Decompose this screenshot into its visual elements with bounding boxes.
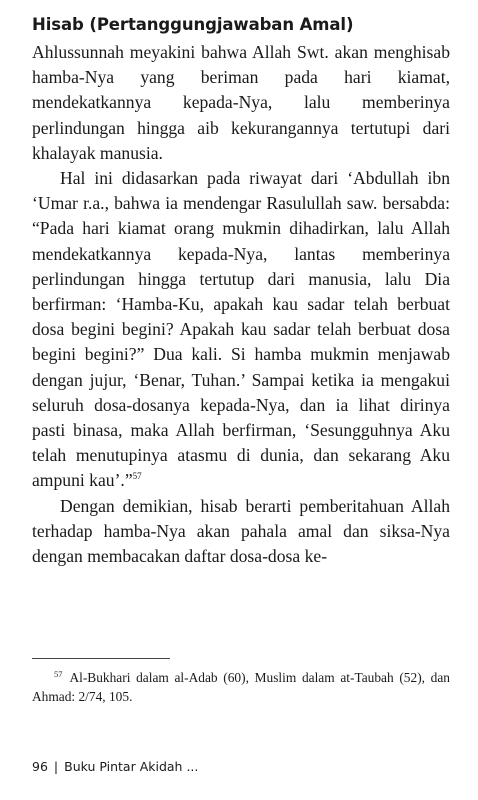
page-footer: [32, 759, 198, 775]
book-title: Buku Pintar Akidah ...: [64, 759, 199, 774]
page-number: 96: [32, 759, 48, 774]
footnote: [32, 668, 450, 706]
body-text: [32, 40, 450, 569]
footnote-text: Al-Bukhari dalam al-Adab (60), Muslim dalam at-Taubah (52), dan Ahmad: 2/74, 105.: [32, 670, 450, 704]
footnote-divider: [32, 658, 170, 659]
footnote-reference[interactable]: 57: [132, 471, 142, 482]
page-content: [32, 14, 450, 569]
section-heading: Hisab (Pertanggungjawaban Amal): [32, 15, 354, 34]
paragraph-3: Dengan demikian, hisab berarti pemberitahuan Allah terhadap hamba-Nya akan pahala amal dan siksa-Nya dengan membacakan daftar dosa-dosa ke-: [32, 495, 450, 567]
footnote-number: 57: [54, 669, 63, 679]
paragraph-2: [32, 166, 450, 494]
paragraph-1: Ahlussunnah meyakini bahwa Allah Swt. akan menghisab hamba-Nya yang beriman pada hari kiamat, mendekatkannya kepada-Nya, lalu memberinya perlindungan hingga aib kekurangannya tertutupi dari khalayak manusia.: [32, 42, 450, 163]
paragraph-2-text: Hal ini didasarkan pada riwayat dari ‘Abdullah ibn ‘Umar r.a., bahwa ia mendengar Rasulullah saw. bersabda: “Pada hari kiamat orang mukmin dihadirkan, lalu Allah mendekatkannya kepada-Nya, lantas memberinya perlindungan hingga tertutup dari manusia, lalu Dia berfirman: ‘Hamba-Ku, apakah kau sadar telah berbuat dosa begini begini? Apakah kau sadar telah berbuat dosa begini begini?” Dua kali. Si hamba mukmin menjawab dengan jujur, ‘Benar, Tuhan.’ Sampai ketika ia mengakui seluruh dosa-dosanya kepada-Nya, dan ia lihat dirinya pasti binasa, maka Allah berfirman, ‘Sesungguhnya Aku telah menutupinya atasmu di dunia, dan sekarang Aku ampuni kau’.”: [32, 168, 450, 491]
footer-separator: |: [53, 759, 59, 774]
